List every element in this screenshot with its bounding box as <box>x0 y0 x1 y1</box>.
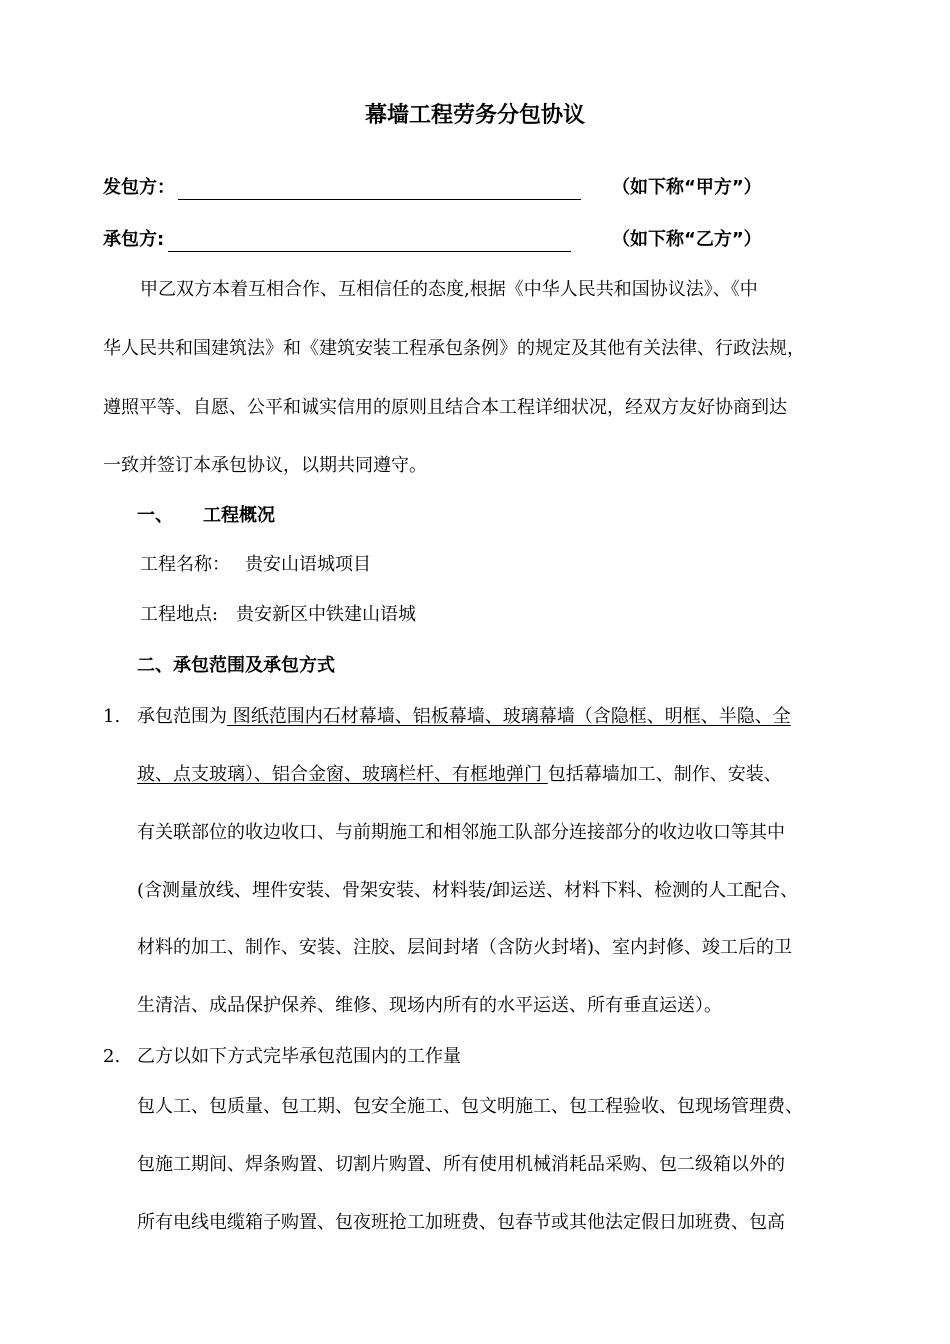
section-1-heading: 工程概况 <box>203 505 275 526</box>
item-1-line-6: 生清洁、成品保护保养、维修、现场内所有的水平运送、所有垂直运送）。 <box>137 995 722 1016</box>
document-title: 幕墙工程劳务分包协议 <box>364 103 585 128</box>
preamble-line-4: 一致并签订本承包协议，以期共同遵守。 <box>103 455 427 476</box>
item-2-line-2: 包施工期间、焊条购置、切割片购置、所有使用机械消耗品采购、包二级箱以外的 <box>137 1154 785 1175</box>
item-2-text: 乙方以如下方式完毕承包范围内的工作量 <box>137 1046 461 1067</box>
party-b-label: 承包方: <box>103 229 165 250</box>
project-location: 贵安新区中铁建山语城 <box>236 604 416 625</box>
party-b-note: （如下称“乙方”） <box>612 229 762 250</box>
item-1-line-1 <box>137 705 791 729</box>
item-1-line-2 <box>137 763 782 787</box>
item-2-line-1: 包人工、包质量、包工期、包安全施工、包文明施工、包工程验收、包现场管理费、 <box>137 1096 803 1117</box>
item-1-number: 1. <box>103 706 121 727</box>
item-1-prefix: 承包范围为 <box>137 706 227 727</box>
section-2-heading: 二、承包范围及承包方式 <box>137 655 335 676</box>
item-1-scope-underlined-2: 玻、点支玻璃）、铝合金窗、玻璃栏杆、有框地弹门 <box>137 764 548 785</box>
project-location-label: 工程地点: <box>140 604 219 625</box>
item-1-line-2-rest: 包括幕墙加工、制作、安装、 <box>547 764 782 785</box>
item-2-line-3: 所有电线电缆箱子购置、包夜班抢工加班费、包春节或其他法定假日加班费、包高 <box>137 1212 785 1233</box>
party-a-blank <box>178 176 581 200</box>
item-1-line-4: (含测量放线、埋件安装、骨架安装、材料装/卸运送、材料下料、检测的人工配合、 <box>137 880 799 901</box>
item-1-line-5: 材料的加工、制作、安装、注胶、层间封堵（含防火封堵)、室内封修、竣工后的卫 <box>137 937 793 958</box>
preamble-line-1: 甲乙双方本着互相合作、互相信任的态度,根据《中华人民共和国协议法》、《中 <box>140 279 758 300</box>
project-name: 贵安山语城项目 <box>245 554 371 575</box>
party-b-blank <box>168 228 571 252</box>
project-name-label: 工程名称： <box>140 554 230 575</box>
item-1-line-3: 有关联部位的收边收口、与前期施工和相邻施工队部分连接部分的收边收口等其中 <box>137 822 785 843</box>
party-a-note: （如下称“甲方”） <box>612 177 762 198</box>
item-1-scope-underlined-1: 图纸范围内石材幕墙、铝板幕墙、玻璃幕墙（含隐框、明框、半隐、全 <box>227 706 791 727</box>
preamble-line-3: 遵照平等、自愿、公平和诚实信用的原则且结合本工程详细状况，经双方友好协商到达 <box>103 397 787 418</box>
preamble-line-2: 华人民共和国建筑法》和《建筑安装工程承包条例》的规定及其他有关法律、行政法规， <box>103 338 805 359</box>
section-1-number: 一、 <box>137 505 173 526</box>
item-2-number: 2. <box>103 1046 121 1067</box>
party-a-label: 发包方： <box>103 177 175 198</box>
